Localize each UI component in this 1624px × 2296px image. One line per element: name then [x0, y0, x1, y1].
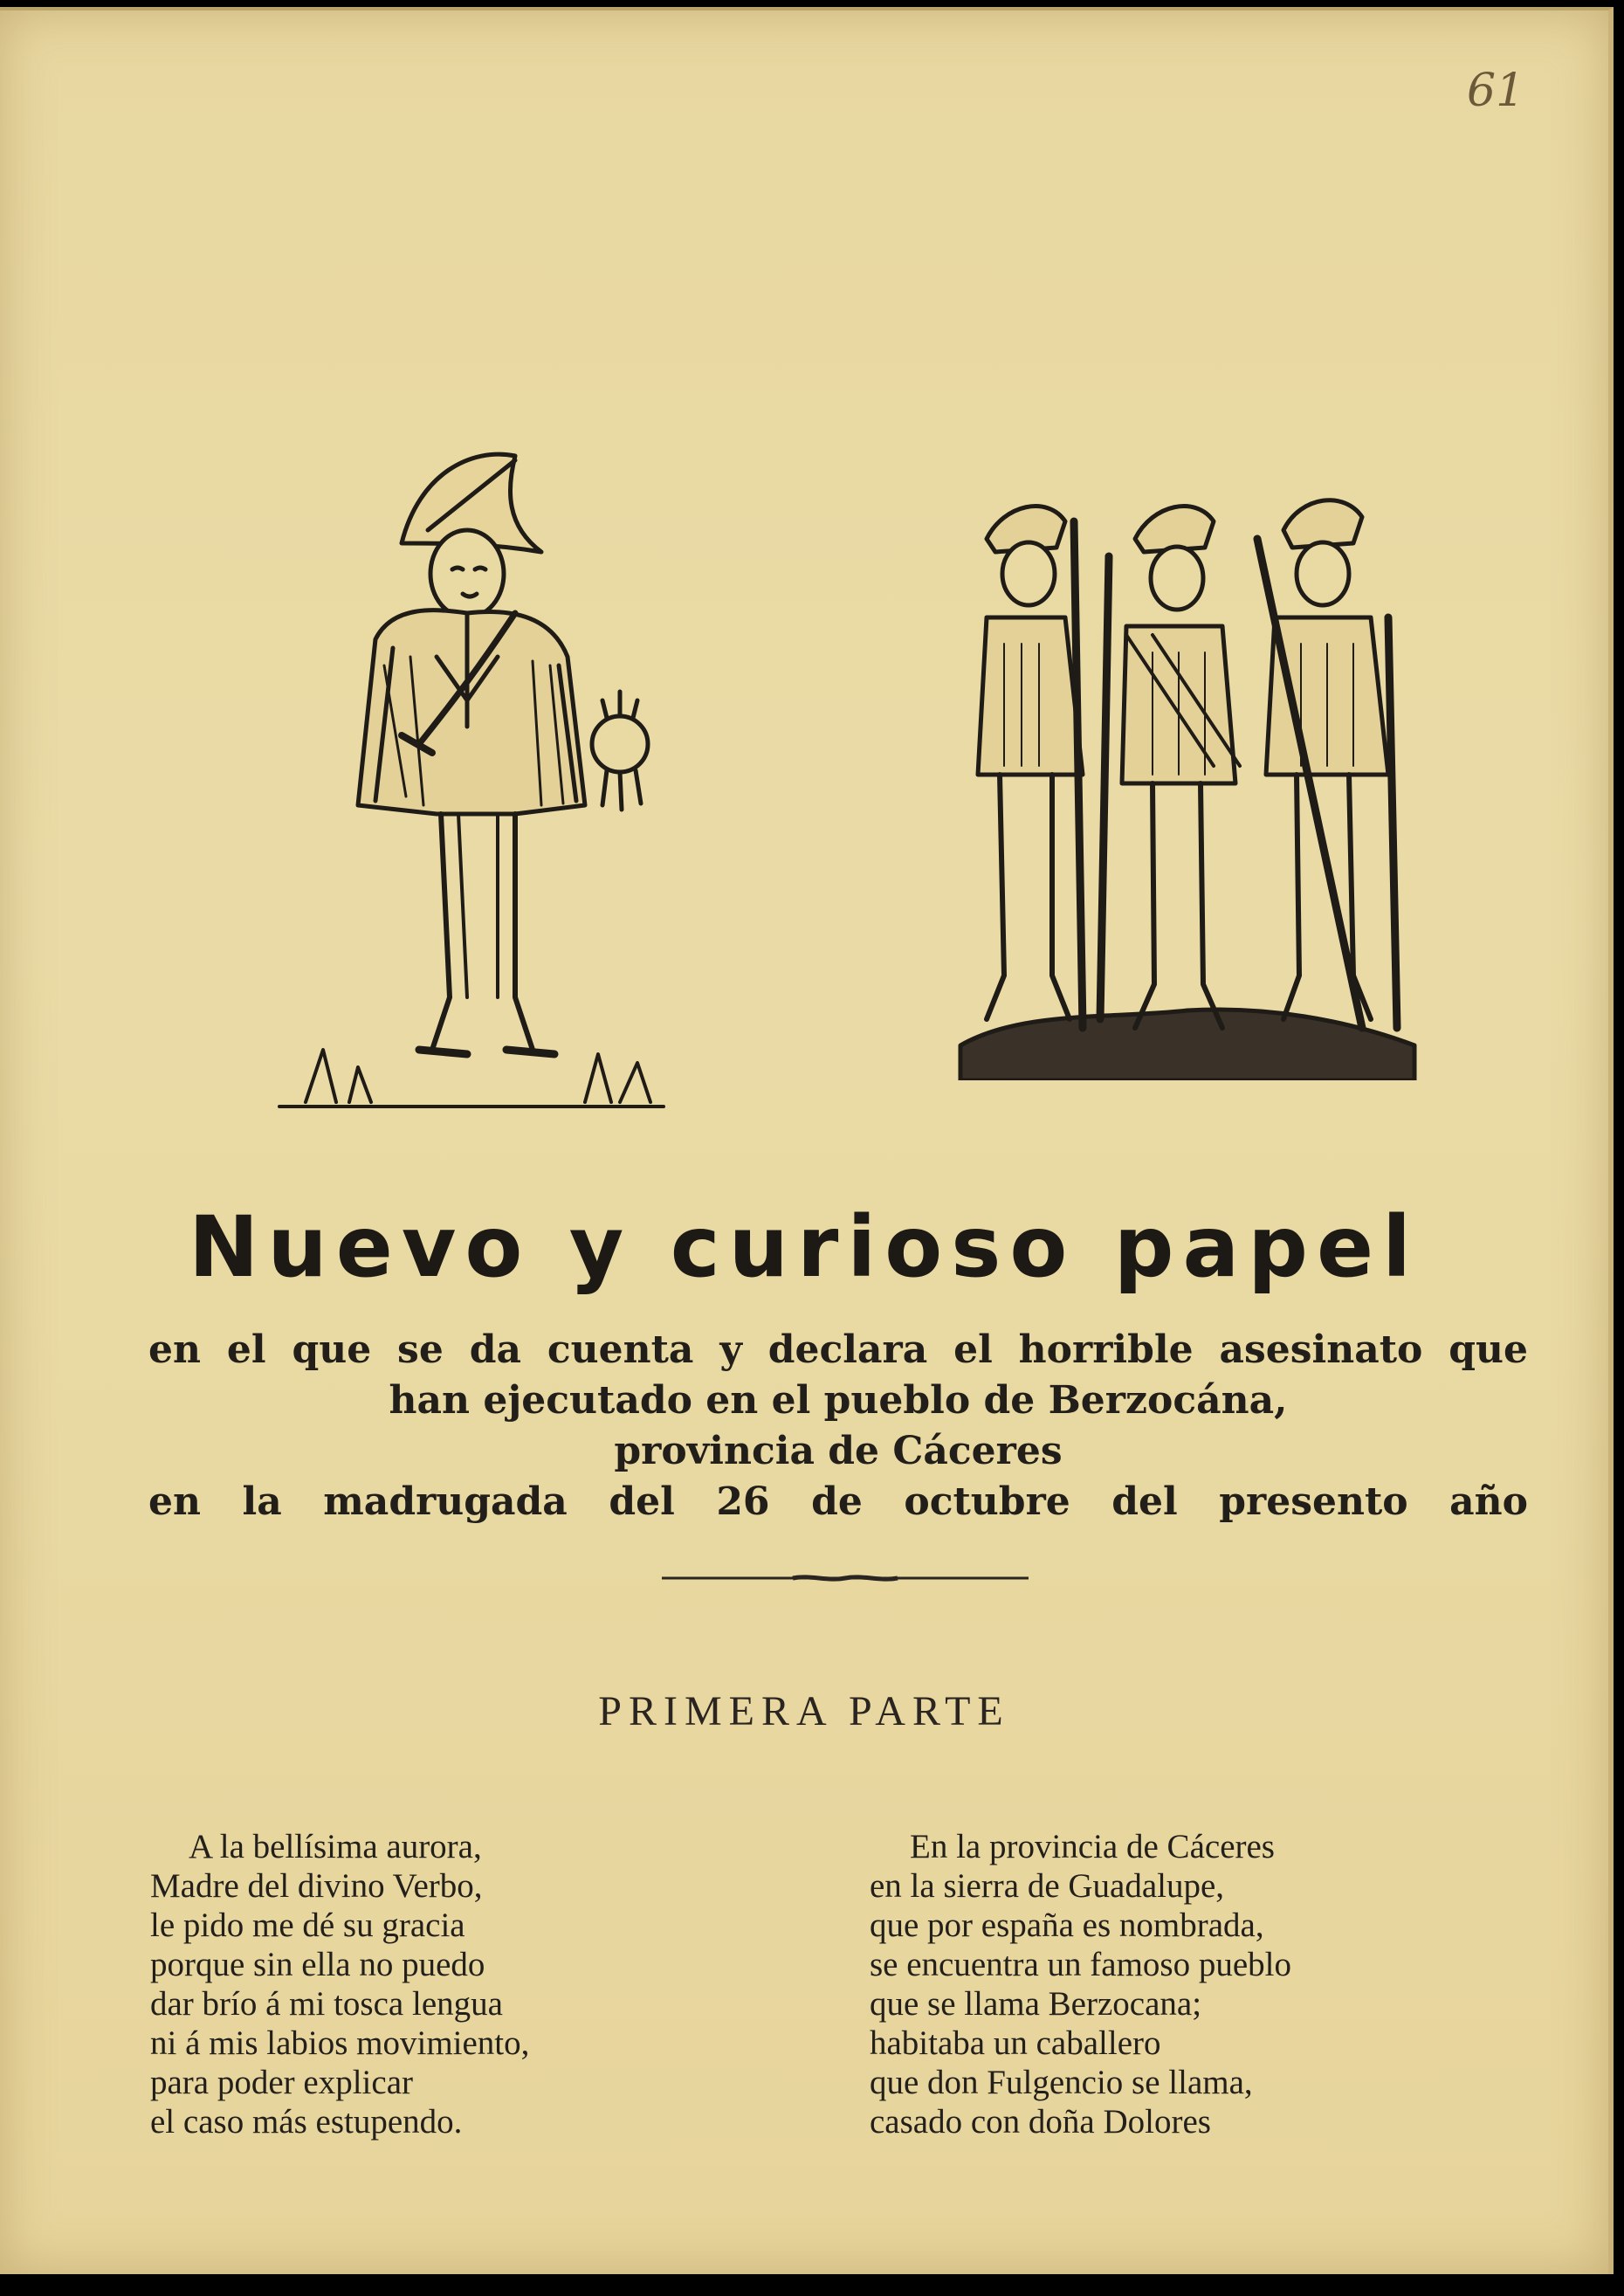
subtitle-block [148, 1325, 1528, 1527]
ornamental-divider [662, 1575, 1029, 1582]
soldiers-figure-icon [952, 486, 1423, 1080]
verse-line: En la provincia de Cáceres [910, 1828, 1275, 1865]
subtitle-line: provincia de Cáceres [614, 1429, 1063, 1473]
verse-line: ni á mis labios movimiento, [150, 2024, 530, 2062]
verse-line: Madre del divino Verbo, [150, 1867, 483, 1905]
page-number: 61 [1467, 65, 1525, 117]
verse-line: habitaba un caballero [870, 2024, 1161, 2062]
verse-line: porque sin ella no puedo [150, 1946, 485, 1983]
verse-line: le pido me dé su gracia [150, 1906, 465, 1944]
section-heading: PRIMERA PARTE [598, 1688, 1010, 1734]
subtitle-line: en el que se da cuenta y declara el horrible asesinato que [148, 1327, 1528, 1372]
verse-line: casado con doña Dolores [870, 2103, 1211, 2141]
divider-rule-icon [662, 1575, 1029, 1582]
verse-line: el caso más estupendo. [150, 2103, 463, 2141]
page-sheet [0, 7, 1614, 2274]
verse-line: para poder explicar [150, 2064, 413, 2101]
subtitle-line: en la madrugada del 26 de octubre del presento año [148, 1479, 1528, 1524]
verse-line: que se llama Berzocana; [870, 1985, 1202, 2023]
verse-line: A la bellísima aurora, [189, 1828, 482, 1865]
woodcut-soldiers-illustration [952, 486, 1423, 1080]
document-title: Nuevo y curioso papel [189, 1198, 1420, 1296]
verse-line: se encuentra un famoso pueblo [870, 1946, 1292, 1983]
verse-line: dar brío á mi tosca lengua [150, 1985, 503, 2023]
verse-column-left [150, 1827, 761, 2141]
verse-line: en la sierra de Guadalupe, [870, 1867, 1225, 1905]
executioner-figure-icon [253, 438, 690, 1120]
verse-line: que por españa es nombrada, [870, 1906, 1264, 1944]
verse-column-right [870, 1827, 1481, 2141]
woodcut-executioner-illustration [253, 438, 690, 1120]
subtitle-line: han ejecutado en el pueblo de Berzocána, [389, 1378, 1288, 1423]
verse-line: que don Fulgencio se llama, [870, 2064, 1253, 2101]
